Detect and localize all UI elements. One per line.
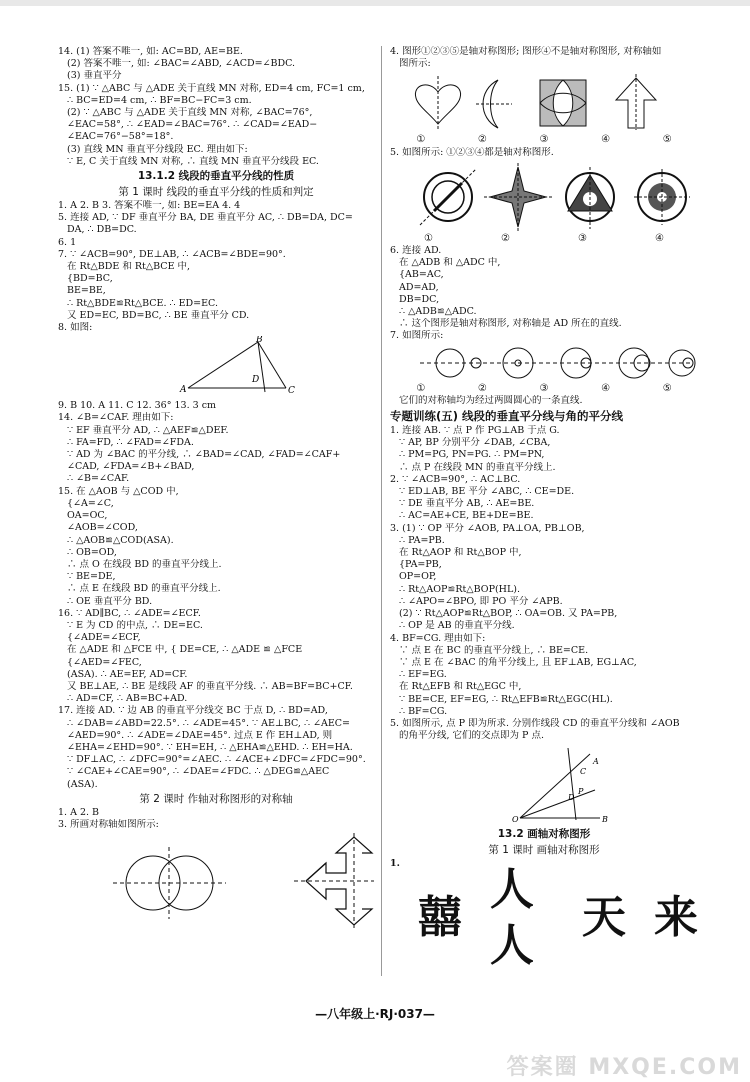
text-line: ∠EAC=58°, ∴ ∠EAD=∠BAC=76°. ∴ ∠CAD=∠EAD−: [67, 119, 318, 131]
text-line: {PA=PB,: [399, 559, 442, 571]
text-line: 17. 连接 AD. ∵ 边 AB 的垂直平分线交 BC 于点 D, ∴ BD=AD,: [58, 705, 328, 717]
triangle-figure: [58, 336, 374, 398]
text-line: 又 BE⊥AE, ∴ BE 是线段 AF 的垂直平分线. ∴ AB=BF=BC+CF.: [67, 680, 353, 692]
text-line: (ASA). ∴ AE=EF, AD=CF.: [67, 668, 188, 680]
text-line: 在 Rt△AOP 和 Rt△BOP 中,: [399, 547, 522, 559]
text-line: 4. 图形①②③⑤是轴对称图形; 图形④不是轴对称图形, 对称轴如: [390, 46, 662, 57]
text-line: ∴ Rt△BDE≌Rt△BCE. ∴ ED=EC.: [67, 297, 218, 309]
text-line: {AB=AC,: [399, 269, 444, 281]
text-line: {∠A=∠C,: [67, 497, 114, 509]
special-1: [390, 425, 698, 474]
text-line: ∴ 点 E 在线段 BD 的垂直平分线上.: [67, 583, 221, 595]
text-line: ∵ BE=CE, EF=EG, ∴ Rt△EFB≌Rt△EGC(HL).: [399, 693, 613, 705]
text-line: 在 Rt△BDE 和 Rt△BCE 中,: [67, 261, 191, 273]
text-line: DA, ∴ DB=DC.: [67, 224, 137, 236]
svg-text:C: C: [288, 386, 295, 397]
svg-text:O: O: [512, 815, 519, 825]
text-line: 在 Rt△EFB 和 Rt△EGC 中,: [399, 681, 522, 693]
text-line: (2) ∵ △ABC 与 △ADE 关于直线 MN 对称, ∠BAC=76°,: [67, 107, 313, 119]
answer-6: [390, 245, 698, 330]
text-line: ∵ E, C 关于直线 MN 对称, ∴ 直线 MN 垂直平分线段 EC.: [67, 155, 319, 167]
text-line: ∴ PA=PB.: [399, 534, 445, 546]
answer-6: 6. 1: [58, 236, 77, 248]
text-line: (2) 答案不唯一, 如: ∠BAC=∠ABD, ∠ACD=∠BDC.: [67, 58, 296, 70]
symmetric-characters: [400, 862, 698, 974]
answer-7: [58, 249, 374, 322]
svg-text:D: D: [252, 375, 260, 386]
figure-label: ②: [477, 134, 487, 146]
text-line: (ASA).: [67, 778, 98, 790]
top-decoration: [0, 0, 750, 6]
text-line: ∴ AC=AE+CE, BE+DE=BE.: [399, 510, 534, 522]
text-line: ∴ OB=OD,: [67, 546, 117, 558]
column-divider: [381, 46, 382, 976]
figure-label: ④: [601, 382, 611, 394]
figure-label: ⑤: [662, 134, 672, 146]
special-3: [390, 523, 698, 633]
text-line: ∴ ∠DAB=∠ABD=22.5°. ∴ ∠ADE=45°. ∵ AE⊥BC, ∴ ∠AEC=: [67, 717, 351, 729]
text-line: 15. (1) ∵ △ABC 与 △ADE 关于直线 MN 对称, ED=4 cm, FC=1 cm,: [58, 82, 365, 94]
figure-label: ②: [477, 382, 487, 394]
answer-15b: [58, 486, 374, 608]
svg-text:D: D: [568, 793, 575, 803]
text-line: AD=AD,: [399, 281, 439, 293]
svg-text:B: B: [602, 815, 608, 825]
figure-label: ④: [601, 134, 611, 146]
text-line: ∴ FA=FD, ∴ ∠FAD=∠FDA.: [67, 436, 194, 448]
text-line: ∴ BF=CG.: [399, 705, 448, 717]
answers-1-2: 1. A 2. B: [58, 806, 100, 818]
text-line: 4. BF=CG. 理由如下:: [390, 632, 486, 644]
text-line: ∴ OP 是 AB 的垂直平分线.: [399, 620, 515, 632]
figure-5-labels: [390, 233, 698, 245]
answer-14: [58, 46, 374, 83]
svg-text:A: A: [180, 385, 187, 396]
svg-text:C: C: [580, 767, 587, 777]
text-line: {BD=BC,: [67, 273, 113, 285]
text-line: ∴ ∠APO=∠BPO, 即 PO 平分 ∠APB.: [399, 595, 563, 607]
text-line: BE=BE,: [67, 285, 106, 297]
text-line: DB=DC,: [399, 293, 440, 305]
text-line: 16. ∵ AD∥BC, ∴ ∠ADE=∠ECF.: [58, 607, 201, 619]
text-line: OP=OP,: [399, 571, 437, 583]
answers-1-4: 1. A 2. B 3. 答案不唯一, 如: BE=EA 4. 4: [58, 200, 241, 212]
text-line: (3) 垂直平分: [67, 70, 122, 82]
figure-7-labels: [390, 383, 698, 395]
char-lai: 来: [654, 892, 698, 944]
figure-label: ③: [578, 232, 587, 244]
symmetry-axis-figure: [58, 833, 374, 929]
page-footer: —八年级上·RJ·037—: [315, 1007, 435, 1021]
special-training-heading: 专题训练(五) 线段的垂直平分线与角的平分线: [390, 409, 624, 424]
text-line: {∠ADE=∠ECF,: [67, 632, 141, 644]
text-line: ∵ ∠CAE+∠CAE=90°, ∴ ∠DAE=∠FDC. ∴ △DEG≌△AEC: [67, 766, 330, 778]
figure-label: ①: [424, 232, 433, 244]
text-line: ∴ PM=PG, PN=PG. ∴ PM=PN,: [399, 449, 545, 461]
text-line: ∠CAD, ∠FDA=∠B+∠BAD,: [67, 461, 195, 473]
special-5: [390, 718, 698, 742]
answer-14b: [58, 412, 374, 485]
text-line: ∴ OE 垂直平分 BD.: [67, 595, 153, 607]
answer-7: 7. 如图所示:: [390, 330, 444, 342]
figure-label: ④: [655, 232, 664, 244]
text-line: ∴ △ADB≌△ADC.: [399, 306, 477, 318]
text-line: ∠AOB=∠COD,: [67, 522, 138, 534]
text-line: ∵ AD 为 ∠BAC 的平分线, ∴ ∠BAD=∠CAD, ∠FAD=∠CAF+: [67, 449, 341, 461]
section-heading-13-2: 13.2 画轴对称图形: [497, 828, 591, 841]
char-renren: 人人: [489, 864, 534, 972]
figure-label: ③: [539, 382, 549, 394]
right-column: [390, 46, 698, 974]
figure-label: ①: [416, 382, 426, 394]
char-tian: 天: [582, 892, 626, 944]
answer-16: [58, 608, 374, 706]
char-xi: 囍: [417, 892, 462, 944]
text-line: 5. 连接 AD, ∵ DF 垂直平分 BA, DE 垂直平分 AC, ∴ DB=DA, DC=: [58, 212, 353, 224]
text-line: ∵ BE=DE,: [67, 571, 116, 583]
text-line: 又 ED=EC, BD=BC, ∴ BE 垂直平分 CD.: [67, 309, 250, 321]
text-line: 5. 如图所示, 点 P 即为所求. 分别作线段 CD 的垂直平分线和 ∠AOB: [390, 717, 680, 729]
text-line: 14. (1) 答案不唯一, 如: AC=BD, AE=BE.: [58, 46, 243, 57]
text-line: 在 △ADB 和 △ADC 中,: [399, 257, 501, 269]
text-line: OA=OC,: [67, 510, 108, 522]
figure-label: ③: [539, 134, 549, 146]
lesson-heading: 第 1 课时 线段的垂直平分线的性质和判定: [118, 186, 314, 199]
text-line: (2) ∵ Rt△AOP≌Rt△BOP, ∴ OA=OB. 又 PA=PB,: [399, 608, 618, 620]
figure-label: ⑤: [662, 382, 672, 394]
text-line: ∴ Rt△AOP≌Rt△BOP(HL).: [399, 583, 520, 595]
answer-15: [58, 83, 374, 168]
figure-5-shapes: [390, 161, 698, 231]
text-line: 的角平分线, 它们的交点即为 P 点.: [399, 730, 544, 742]
special-4: [390, 633, 698, 718]
text-line: ∴ EF=EG.: [399, 669, 447, 681]
answers-9-13: 9. B 10. A 11. C 12. 36° 13. 3 cm: [58, 400, 217, 412]
text-line: ∴ AD=CF, ∴ AB=BC+AD.: [67, 693, 188, 705]
figure-label: ②: [501, 232, 510, 244]
text-line: ∵ 点 E 在 BC 的垂直平分线上, ∴ BE=CE.: [399, 644, 589, 656]
text-line: 2. ∵ ∠ACB=90°, ∴ AC⊥BC.: [390, 473, 521, 485]
text-line: ∵ AP, BP 分别平分 ∠DAB, ∠CBA,: [399, 437, 551, 449]
figure-7-circles: [390, 345, 698, 381]
text-line: ∴ 这个图形是轴对称图形, 对称轴是 AD 所在的直线.: [399, 318, 622, 330]
lesson-heading-13-2: 第 1 课时 画轴对称图形: [488, 844, 600, 857]
text-line: 6. 连接 AD.: [390, 245, 442, 257]
svg-text:B: B: [256, 336, 263, 346]
answer-5: 5. 如图所示: ①②③④都是轴对称图形.: [390, 146, 554, 158]
text-line: 1. 连接 AB. ∵ 点 P 作 PG⊥AB 于点 G.: [390, 425, 560, 437]
text-line: 14. ∠B=∠CAF. 理由如下:: [58, 412, 174, 424]
text-line: ∵ ED⊥AB, BE 平分 ∠ABC, ∴ CE=DE.: [399, 486, 575, 498]
text-line: 15. 在 △AOB 与 △COD 中,: [58, 485, 179, 497]
text-line: 图所示:: [399, 58, 431, 70]
text-line: 7. ∵ ∠ACB=90°, DE⊥AB, ∴ ∠ACB=∠BDE=90°.: [58, 248, 286, 260]
answer-1-row: [390, 858, 698, 974]
text-line: ∠AED=90°. ∴ ∠ADE=∠DAE=45°. 过点 E 作 EH⊥AD, 则: [67, 729, 333, 741]
text-line: ∵ DF⊥AC, ∴ ∠DFC=90°=∠AEC. ∴ ∠ACE+∠DFC=∠FDC=90°.: [67, 754, 366, 766]
text-line: ∵ E 为 CD 的中点, ∴ DE=EC.: [67, 619, 203, 631]
text-line: ∴ 点 P 在线段 MN 的垂直平分线上.: [399, 461, 556, 473]
text-line: ∴ ∠B=∠CAF.: [67, 473, 130, 485]
text-line: (3) 直线 MN 垂直平分线段 EC. 理由如下:: [67, 143, 248, 155]
answer-8: 8. 如图:: [58, 322, 93, 334]
lesson-heading-2: 第 2 课时 作轴对称图形的对称轴: [139, 792, 293, 805]
text-line: 3. (1) ∵ OP 平分 ∠AOB, PA⊥OA, PB⊥OB,: [390, 522, 585, 534]
answer-1-number: 1.: [390, 858, 400, 870]
text-line: {∠AED=∠FEC,: [67, 656, 142, 668]
section-heading-13-1-2: 13.1.2 线段的垂直平分线的性质: [137, 170, 295, 183]
figure-4-labels: [390, 134, 698, 146]
answer-17: [58, 705, 374, 790]
svg-text:P: P: [578, 787, 584, 797]
left-column: [58, 46, 374, 931]
angle-bisector-figure: [390, 744, 698, 824]
special-2: [390, 474, 698, 523]
text-line: ∵ DE 垂直平分 AB, ∴ AE=BE.: [399, 498, 535, 510]
text-line: 在 △ADE 和 △FCE 中, { DE=CE, ∴ △ADE ≌ △FCE: [67, 644, 303, 656]
text-line: ∴ 点 O 在线段 BD 的垂直平分线上.: [67, 558, 222, 570]
text-line: ∴ △AOB≌△COD(ASA).: [67, 534, 174, 546]
text-line: ∠EAC=76°−58°=18°.: [67, 131, 174, 143]
figure-4-shapes: [390, 72, 698, 132]
text-line: ∵ 点 E 在 ∠BAC 的角平分线上, 且 EF⊥AB, EG⊥AC,: [399, 656, 637, 668]
figure-label: ①: [416, 134, 426, 146]
text-line: ∠EHA=∠EHD=90°. ∵ EH=EH, ∴ △EHA≌△EHD. ∴ EH=HA.: [67, 741, 353, 753]
svg-text:A: A: [593, 757, 599, 767]
watermark: 答案圈 MXQE.COM: [506, 1054, 742, 1080]
answer-3: 3. 所画对称轴如图所示:: [58, 818, 159, 830]
answer-7-conclusion: 它们的对称轴均为经过两圆圆心的一条直线.: [399, 394, 583, 406]
text-line: ∵ EF 垂直平分 AD, ∴ △AEF≌△DEF.: [67, 424, 229, 436]
text-line: ∴ BC=ED=4 cm, ∴ BF=BC−FC=3 cm.: [67, 94, 252, 106]
